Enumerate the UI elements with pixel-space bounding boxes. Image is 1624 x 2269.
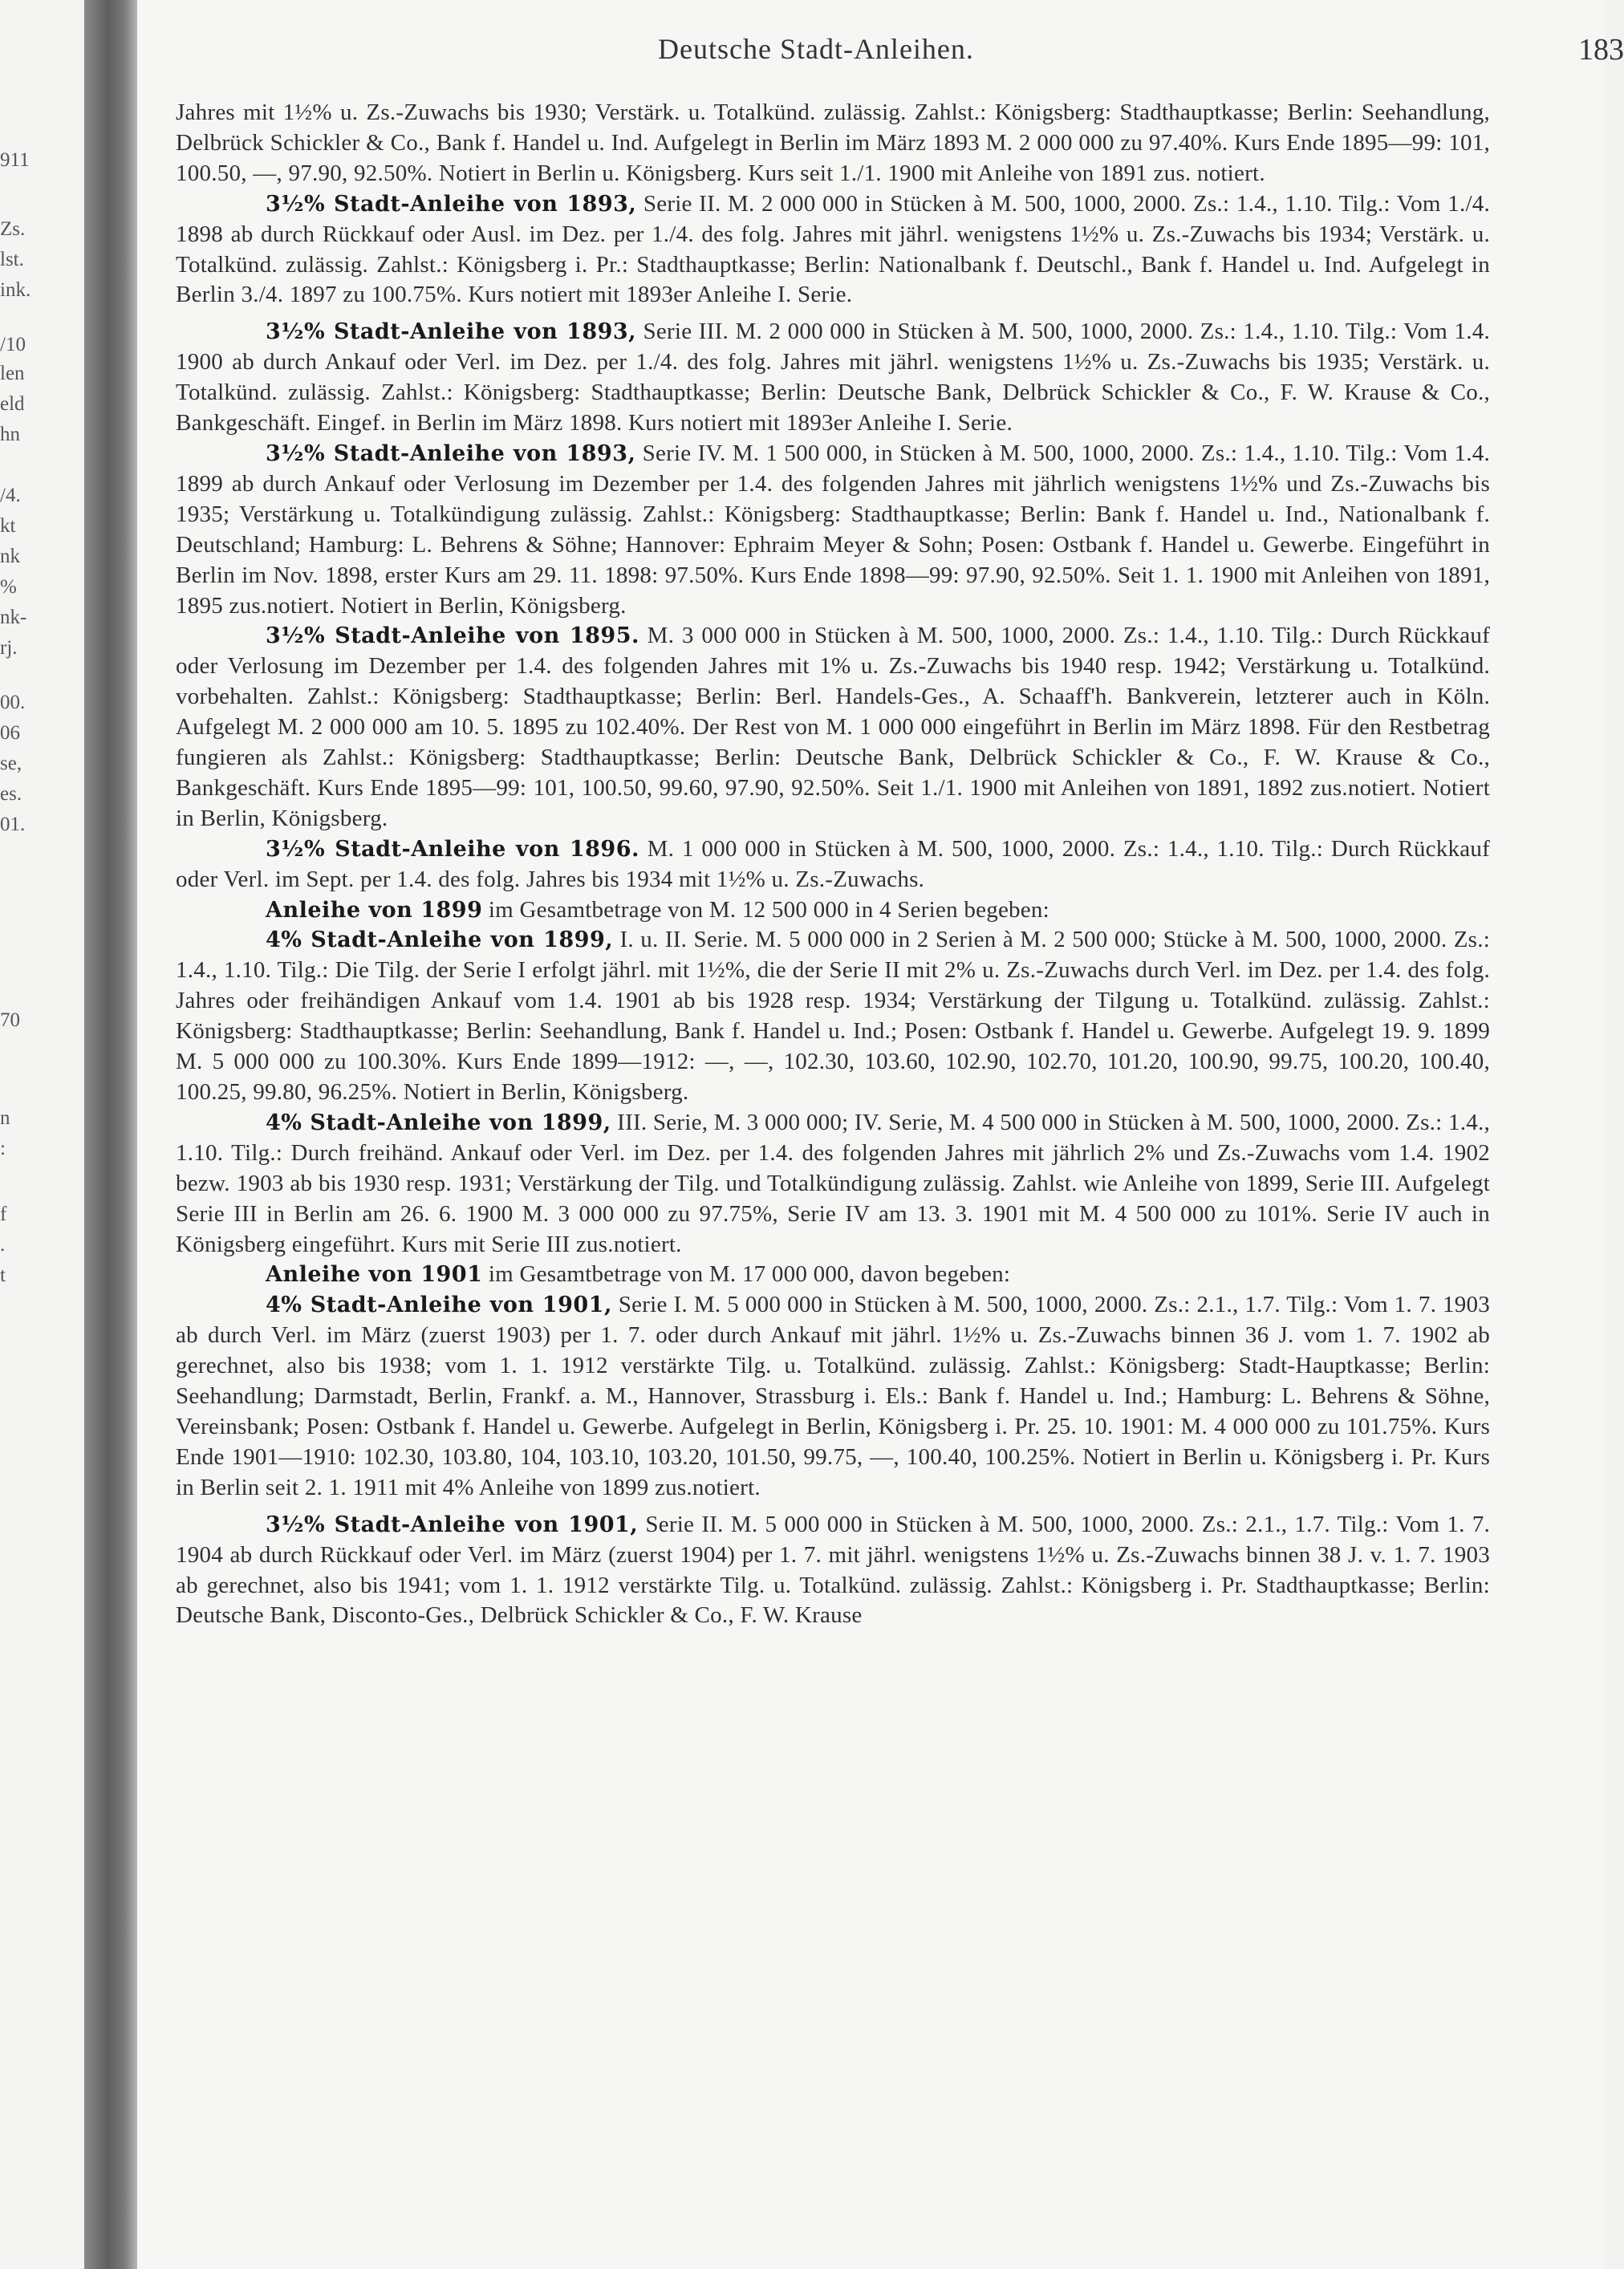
entry-paragraph	[176, 317, 1490, 439]
section-intro-text: im Gesamtbetrage von M. 12 500 000 in 4 Serien begeben:	[482, 896, 1050, 923]
left-page-fragment: 00.	[0, 692, 26, 713]
left-page-fragment: nk-	[0, 607, 27, 628]
entry-heading: 4% Stadt-Anleihe von 1899,	[266, 1110, 611, 1135]
entry-body: Serie I. M. 5 000 000 in Stücken à M. 500, 1000, 2000. Zs.: 2.1., 1.7. Tilg.: Vom 1. 7. 1903 ab durch Verl. im März (zuerst 1903) per 1. 7. oder durch Ankauf mit jährl. 1½% u. Zs.-Zuwachs binnen 36 J. vom 1. 7. 1902 ab gerechnet, also bis 1938; vom 1. 1. 1912 verstärkte Tilg. u. Totalkünd. zulässig. Zahlst.: Königsberg: Stadt-Hauptkasse; Berlin: Seehandlung; Darmstadt, Berlin, Frankf. a. M., Hannover, Strassburg i. Els.: Bank f. Handel u. Ind.; Hamburg: L. Behrens & Söhne, Vereinsbank; Posen: Ostbank f. Handel u. Gewerbe. Aufgelegt in Berlin, Königsberg i. Pr. 25. 10. 1901: M. 4 000 000 zu 101.75%. Kurs Ende 1901—1910: 102.30, 103.80, 104, 103.10, 103.20, 101.50, 99.75, —, 100.40, 100.25%. Notiert in Berlin u. Königsberg i. Pr. Kurs in Berlin seit 2. 1. 1911 mit 4% Anleihe von 1899 zus.notiert.	[176, 1292, 1490, 1500]
left-page-fragment: 01.	[0, 814, 26, 835]
entry-body: M. 3 000 000 in Stücken à M. 500, 1000, 2000. Zs.: 1.4., 1.10. Tilg.: Durch Rückkauf oder Verlosung im Dezember per 1.4. des folgenden Jahres mit 1% u. Zs.-Zuwachs bis 1940 resp. 1942; Verstärkung u. Totalkünd. vorbehalten. Zahlst.: Königsberg: Stadthauptkasse; Berlin: Berl. Handels-Ges., A. Schaaff'h. Bankverein, letzterer auch in Köln. Aufgelegt M. 2 000 000 am 10. 5. 1895 zu 102.40%. Der Rest von M. 1 000 000 eingeführt in Berlin im März 1898. Für den Restbetrag fungieren als Zahlst.: Königsberg: Stadthauptkasse; Berlin: Deutsche Bank, Delbrück Schickler & Co., F. W. Krause & Co., Bankgeschäft. Kurs Ende 1895—99: 101, 100.50, 99.60, 97.90, 92.50%. Seit 1./1. 1900 mit Anleihen von 1891, 1892 zus.notiert. Notiert in Berlin, Königsberg.	[176, 623, 1490, 831]
left-page-fragment: eld	[0, 393, 25, 415]
left-page-fragment: lst.	[0, 249, 24, 270]
left-page-fragment: Zs.	[0, 218, 26, 240]
left-page-fragment: es.	[0, 783, 22, 805]
left-page-fragment: n	[0, 1107, 10, 1129]
entry-body: Serie III. M. 2 000 000 in Stücken à M. 500, 1000, 2000. Zs.: 1.4., 1.10. Tilg.: Vom 1.4. 1900 ab durch Ankauf oder Verl. im Dez. per 1./4. des folg. Jahres mit jährl. wenigstens 1½% u. Zs.-Zuwachs bis 1935; Verstärk. u. Totalkünd. zulässig. Zahlst.: Königsberg: Stadthauptkasse; Berlin: Deutsche Bank, Delbrück Schickler & Co., F. W. Krause & Co., Bankgeschäft. Eingef. in Berlin im März 1898. Kurs notiert mit 1893er Anleihe I. Serie.	[176, 319, 1491, 436]
entry-body: M. 1 000 000 in Stücken à M. 500, 1000, 2000. Zs.: 1.4., 1.10. Tilg.: Durch Rückkauf oder Verl. im Sept. per 1.4. des folg. Jahres bis 1934 mit 1½% u. Zs.-Zuwachs.	[176, 835, 1490, 892]
left-page-fragment: :	[0, 1138, 6, 1159]
entry-paragraph	[176, 834, 1490, 895]
entry-paragraph	[176, 189, 1490, 311]
entry-heading: 3½% Stadt-Anleihe von 1893,	[266, 191, 637, 217]
left-page-fragment: .	[0, 1234, 6, 1256]
left-page-fragment: hn	[0, 424, 20, 445]
section-heading: Anleihe von 1899	[266, 897, 483, 923]
left-page-fragment: t	[0, 1264, 6, 1286]
entry-paragraph	[176, 98, 1490, 189]
entry-paragraph	[176, 1510, 1490, 1632]
entry-heading: 4% Stadt-Anleihe von 1899,	[266, 927, 614, 953]
entry-body: Serie II. M. 5 000 000 in Stücken à M. 500, 1000, 2000. Zs.: 2.1., 1.7. Tilg.: Vom 1. 7. 1904 ab durch Rückkauf oder Verl. im März (zuerst 1904) per 1. 7. mit jährl. wenigstens 1½% u. Zs.-Zuwachs binnen 38 J. v. 1. 7. 1903 ab gerechnet, also bis 1941; vom 1. 1. 1912 verstärkte Tilg. u. Totalkünd. zulässig. Zahlst.: Königsberg i. Pr. Stadthauptkasse; Berlin: Deutsche Bank, Disconto-Ges., Delbrück Schickler & Co., F. W. Krause	[176, 1511, 1490, 1629]
left-page-fragment: nk	[0, 546, 20, 567]
left-page-fragment: 70	[0, 1009, 20, 1031]
left-page-fragment: /10	[0, 334, 26, 355]
section-intro-text: im Gesamtbetrage von M. 17 000 000, davon begeben:	[482, 1261, 1011, 1288]
left-page-fragment: rj.	[0, 637, 18, 659]
left-page-fragment: 911	[0, 149, 30, 171]
entry-paragraph	[176, 1290, 1490, 1503]
running-head: Deutsche Stadt-Anleihen.	[658, 33, 974, 65]
left-page-fragment: /4.	[0, 485, 21, 506]
page-number: 183	[1578, 33, 1624, 67]
entry-heading: 3½% Stadt-Anleihe von 1895.	[266, 623, 639, 649]
left-page-fragment: len	[0, 363, 25, 384]
entry-heading: 4% Stadt-Anleihe von 1901,	[266, 1293, 612, 1318]
entry-body: I. u. II. Serie. M. 5 000 000 in 2 Serien à M. 2 500 000; Stücke à M. 500, 1000, 2000. Zs.: 1.4., 1.10. Tilg.: Die Tilg. der Serie I erfolgt jährl. mit 1½%, die der Serie II mit 2% u. Zs.-Zuwachs durch Verl. im Dez. per 1.4. des folg. Jahres oder freihändigen Ankauf vom 1.4. 1901 ab bis 1928 resp. 1934; Verstärkung der Tilgung u. Totalkünd. zulässig. Zahlst.: Königsberg: Stadthauptkasse; Berlin: Seehandlung, Bank f. Handel u. Ind.; Posen: Ostbank f. Handel u. Gewerbe. Aufgelegt 19. 9. 1899 M. 5 000 000 zu 100.30%. Kurs Ende 1899—1912: —, —, 102.30, 103.60, 102.90, 102.70, 101.20, 100.90, 99.75, 100.20, 100.40, 100.25, 99.80, 96.25%. Notiert in Berlin, Königsberg.	[176, 927, 1491, 1105]
section-heading: Anleihe von 1901	[266, 1262, 483, 1288]
text-column	[176, 98, 1490, 1631]
entry-body: Serie IV. M. 1 500 000, in Stücken à M. 500, 1000, 2000. Zs.: 1.4., 1.10. Tilg.: Vom 1.4. 1899 ab durch Ankauf oder Verlosung im Dezember per 1.4. des folgenden Jahres mit jährlich wenigstens 1½% und Zs.-Zuwachs bis 1935; Verstärkung u. Totalkündigung zulässig. Zahlst.: Königsberg: Stadthauptkasse; Berlin: Bank f. Handel u. Ind., Nationalbank f. Deutschland; Hamburg: L. Behrens & Söhne; Hannover: Ephraim Meyer & Sohn; Posen: Ostbank f. Handel u. Gewerbe. Eingeführt in Berlin im Nov. 1898, erster Kurs am 29. 11. 1898: 97.50%. Kurs Ende 1898—99: 97.90, 92.50%. Seit 1. 1. 1900 mit Anleihen von 1891, 1895 zus.notiert. Notiert in Berlin, Königsberg.	[176, 440, 1491, 619]
book-page	[137, 0, 1624, 2269]
left-page-fragment: 06	[0, 722, 20, 744]
left-page-fragment: f	[0, 1204, 7, 1225]
entry-body: Jahres mit 1½% u. Zs.-Zuwachs bis 1930; Verstärk. u. Totalkünd. zulässig. Zahlst.: Königsberg: Stadthauptkasse; Berlin: Seehandlung, Delbrück Schickler & Co., Bank f. Handel u. Ind. Aufgelegt in Berlin im März 1893 M. 2 000 000 zu 97.40%. Kurs Ende 1895—99: 101, 100.50, —, 97.90, 92.50%. Notiert in Berlin u. Königsberg. Kurs seit 1./1. 1900 mit Anleihe von 1891 zus. notiert.	[176, 99, 1490, 186]
entry-body: III. Serie, M. 3 000 000; IV. Serie, M. 4 500 000 in Stücken à M. 500, 1000, 2000. Zs.: 1.4., 1.10. Tilg.: Durch freihänd. Ankauf oder Verl. im Dez. per 1.4. des folgenden Jahres mit jährlich 2% und Zs.-Zuwachs vom 1.4. 1902 bezw. 1903 ab bis 1930 resp. 1931; Verstärkung der Tilg. und Totalkündigung zulässig. Zahlst. wie Anleihe von 1899, Serie III. Aufgelegt Serie III in Berlin am 26. 6. 1900 M. 3 000 000 zu 97.75%, Serie IV am 13. 3. 1901 mit M. 4 500 000 zu 101%. Serie IV auch in Königsberg eingeführt. Kurs mit Serie III zus.notiert.	[176, 1109, 1490, 1257]
section-intro	[176, 895, 1490, 926]
entry-paragraph	[176, 439, 1490, 621]
book-gutter-shadow	[84, 0, 137, 2269]
entry-paragraph	[176, 621, 1490, 834]
left-page-fragment: %	[0, 576, 17, 598]
left-page-fragment: kt	[0, 515, 16, 537]
entry-paragraph	[176, 1108, 1490, 1260]
entry-heading: 3½% Stadt-Anleihe von 1896.	[266, 836, 639, 862]
left-page-fragment: ink.	[0, 279, 31, 301]
entry-heading: 3½% Stadt-Anleihe von 1901,	[266, 1512, 639, 1537]
entry-body: Serie II. M. 2 000 000 in Stücken à M. 500, 1000, 2000. Zs.: 1.4., 1.10. Tilg.: Vom 1./4. 1898 ab durch Rückkauf oder Ausl. im Dez. per 1./4. des folg. Jahres mit jährl. wenigstens 1½% u. Zs.-Zuwachs bis 1934; Verstärk. u. Totalkünd. zulässig. Zahlst.: Königsberg i. Pr.: Stadthauptkasse; Berlin: Nationalbank f. Deutschl., Bank f. Handel u. Ind. Aufgelegt in Berlin 3./4. 1897 zu 100.75%. Kurs notiert mit 1893er Anleihe I. Serie.	[176, 190, 1490, 308]
adjacent-page-edge	[0, 0, 84, 2269]
section-intro	[176, 1260, 1490, 1290]
entry-heading: 3½% Stadt-Anleihe von 1893,	[266, 319, 637, 345]
left-page-fragment: se,	[0, 753, 22, 774]
entry-paragraph	[176, 925, 1490, 1107]
entry-heading: 3½% Stadt-Anleihe von 1893,	[266, 440, 636, 466]
